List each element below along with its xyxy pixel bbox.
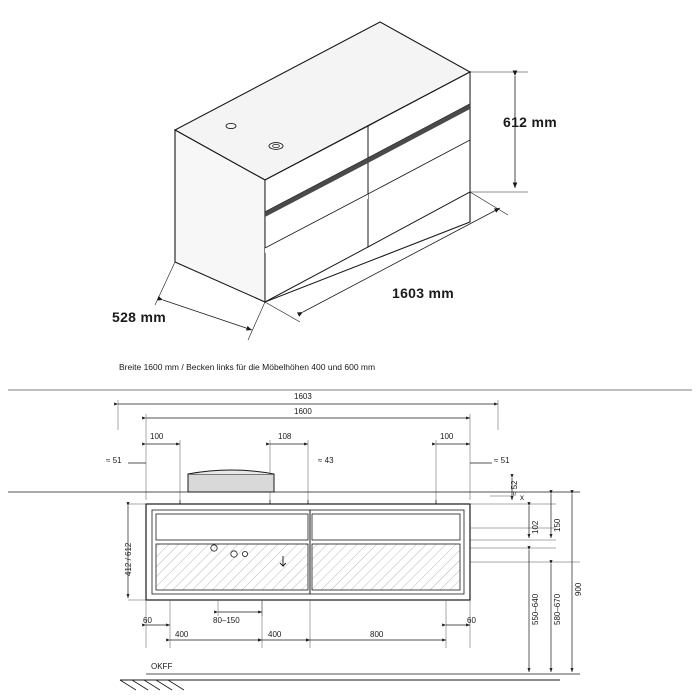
dim-range-550-640: 550–640 — [531, 593, 540, 625]
dim-right-edge: 60 — [467, 616, 476, 625]
drawing-caption: Breite 1600 mm / Becken links für die Möbelhöhen 400 und 600 mm — [119, 362, 376, 372]
note-basin-height: ≈ 52 — [510, 480, 519, 496]
dim-seg-800: 800 — [370, 630, 384, 639]
note-basin-depth: ≈ 43 — [318, 456, 334, 465]
dim-seg-400-a: 400 — [175, 630, 189, 639]
dim-left-edge: 60 — [143, 616, 152, 625]
dim-left-offset: 100 — [150, 432, 164, 441]
note-right-depth: ≈ 51 — [494, 456, 510, 465]
dim-height-left: 412 / 612 — [124, 542, 133, 576]
dim-102: 102 — [531, 520, 540, 534]
dim-pipe-range: 80–150 — [213, 616, 240, 625]
note-left-depth: ≈ 51 — [106, 456, 122, 465]
iso-height-label: 612 mm — [503, 114, 557, 130]
dim-150: 150 — [553, 518, 562, 532]
iso-width-label: 1603 mm — [392, 285, 455, 301]
dim-900: 900 — [574, 582, 583, 596]
isometric-cabinet — [155, 22, 528, 340]
elevation-view — [8, 390, 692, 690]
dim-seg-400-b: 400 — [268, 630, 282, 639]
dim-center-offset: 108 — [278, 432, 292, 441]
floor-level-label: OKFF — [151, 662, 173, 671]
iso-depth-label: 528 mm — [112, 309, 166, 325]
dim-top-inner: 1600 — [294, 407, 312, 416]
dim-top-total: 1603 — [294, 392, 312, 401]
dim-right-offset: 100 — [440, 432, 454, 441]
dim-range-580-670: 580–670 — [553, 593, 562, 625]
svg-text:x: x — [520, 493, 524, 502]
